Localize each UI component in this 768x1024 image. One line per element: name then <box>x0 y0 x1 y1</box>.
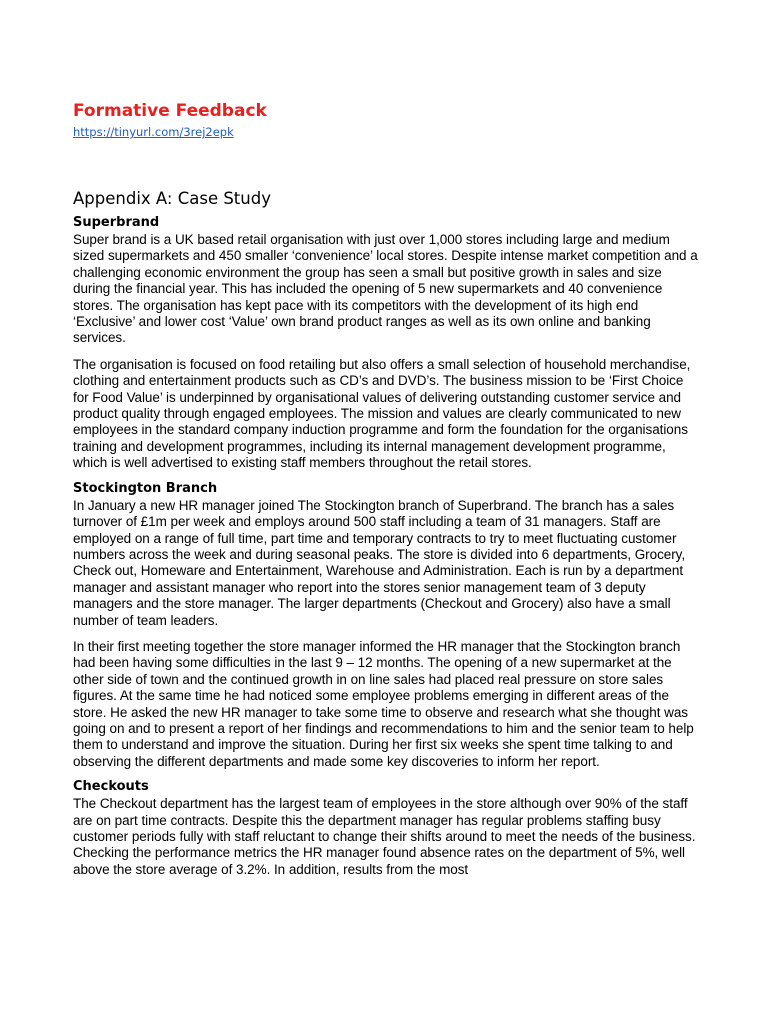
formative-feedback-title: Formative Feedback <box>73 101 267 121</box>
section-heading-superbrand: Superbrand <box>73 215 160 230</box>
paragraph: Super brand is a UK based retail organisation with just over 1,000 stores including large and medium sized supermarkets and 450 smaller ‘convenience’ local stores. Despite intense market competition and a challenging economic environment the group has seen a small but positive growth in sales and size during the financial year. This has included the opening of 5 new supermarkets and 40 convenience stores. The organisation has kept pace with its competitors with the development of its high end ‘Exclusive’ and lower cost ‘Value’ own brand product ranges as well as its own online and banking services. <box>73 232 698 346</box>
document-content <box>73 100 701 878</box>
appendix-title: Appendix A: Case Study <box>73 189 271 208</box>
paragraph: The Checkout department has the largest team of employees in the store although over 90% of the staff are on part time contracts. Despite this the department manager has regular problems staffing busy customer periods fully with staff reluctant to change their shifts around to meet the needs of the business. Checking the performance metrics the HR manager found absence rates on the department of 5%, well above the store average of 3.2%. In addition, results from the most <box>73 796 696 877</box>
feedback-link[interactable]: https://tinyurl.com/3rej2epk <box>73 125 234 139</box>
section-heading-checkouts: Checkouts <box>73 779 149 795</box>
paragraph: In their first meeting together the store manager informed the HR manager that the Stockington branch had been having some difficulties in the last 9 – 12 months. The opening of a new supermarket at the other side of town and the continued growth in on line sales had placed real pressure on store sales figures. At the same time he had noticed some employee problems emerging in different areas of the store. He asked the new HR manager to take some time to observe and research what she thought was going on and to present a report of her findings and recommendations to him and the senior team to help them to understand and improve the situation. During her first six weeks she spent time talking to and observing the different departments and made some key discoveries to inform her report. <box>73 638 694 769</box>
paragraph: The organisation is focused on food retailing but also offers a small selection of household merchandise, clothing and entertainment products such as CD’s and DVD’s. The business mission to be ‘First Choice for Food Value’ is underpinned by organisational values of delivering outstanding customer service and product quality through engaged employees. The mission and values are clearly communicated to new employees in the standard company induction programme and form the foundation for the organisations training and development programmes, including its internal management development programme, which is well advertised to existing staff members throughout the retail stores. <box>73 356 691 471</box>
section-heading-stockington-branch: Stockington Branch <box>73 480 218 496</box>
paragraph: In January a new HR manager joined The Stockington branch of Superbrand. The branch has a sales turnover of £1m per week and employs around 500 staff including a team of 31 managers. Staff are employed on a range of full time, part time and temporary contracts to try to meet fluctuating customer numbers across the week and during seasonal peaks. The store is divided into 6 departments, Grocery, Check out, Homeware and Entertainment, Warehouse and Administration. Each is run by a department manager and assistant manager who report into the stores senior management team of 3 deputy managers and the store manager. The larger departments (Checkout and Grocery) also have a small number of team leaders. <box>73 497 686 628</box>
